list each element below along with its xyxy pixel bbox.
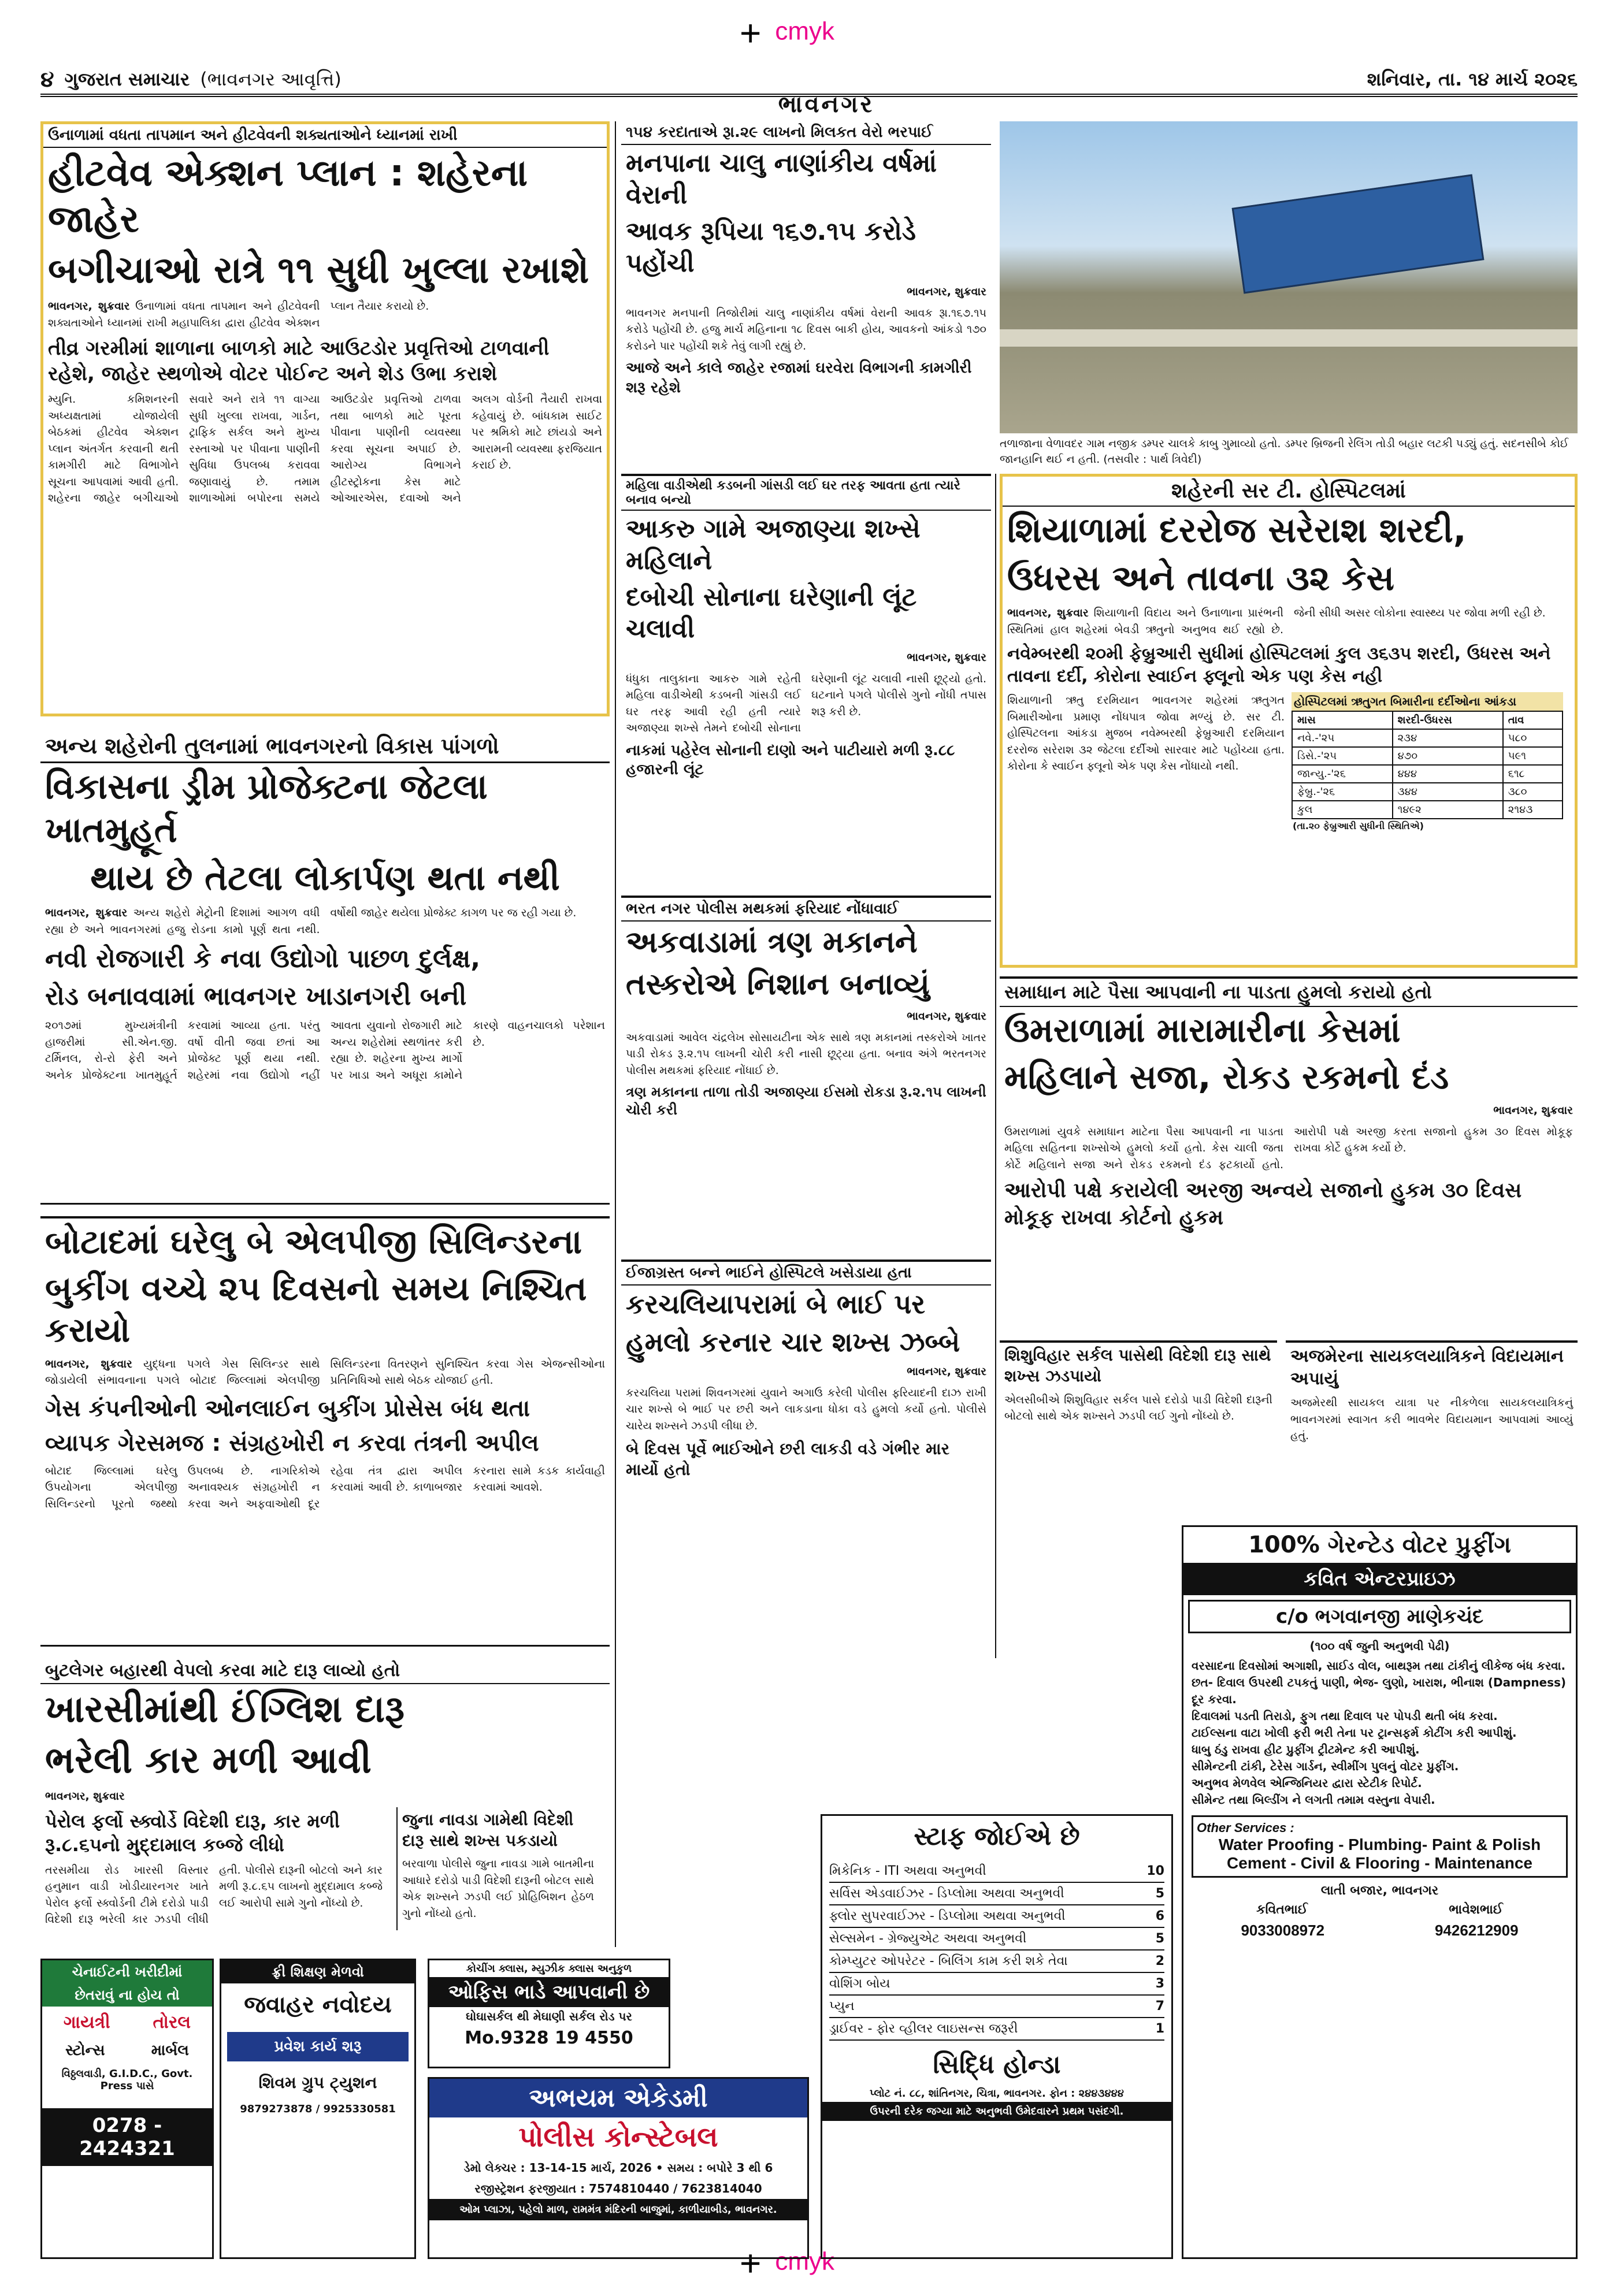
- staff-list: [822, 1857, 1171, 2044]
- dateline: ભાવનગર, શુક્રવાર: [907, 1010, 986, 1023]
- lead-block: [1003, 603, 1575, 640]
- story-umrala-court: [1000, 976, 1578, 1335]
- table-header: શરદી-ઉધરસ: [1393, 711, 1503, 729]
- subhead: ત્રણ મકાનના તાળા તોડી અજાણ્યા ઈસમો રોકડા રૂ.૨.૧૫ લાખની ચોરી કરી: [626, 1084, 986, 1119]
- story-heatwave: [40, 121, 610, 716]
- body-text: ભાવનગર મનપાની તિજોરીમાં ચાલુ નાણાંકીય વર્ષમાં વેરાની આવક રૂા.૧૬૭.૧૫ કરોડે પહોંચી છે. હજુ માર્ચ મહિનાના ૧૮ દિવસ બાકી હોય, આવકનો આંકડો ૧૭૦ કરોડને પાર પહોંચી શકે તેવું લાગી રહ્યું છે.: [626, 306, 986, 352]
- side-headline: જુના નાવડા ગામેથી વિદેશી દારૂ સાથે શખ્સ પકડાયો: [402, 1810, 574, 1850]
- ad-line1: કોચીંગ ક્લાસ, મ્યુઝીક ક્લાસ અનુકુળ: [466, 1963, 632, 1975]
- ad-phone: 0278 - 2424321: [42, 2108, 212, 2166]
- table-cell: ૩૮૦: [1503, 783, 1563, 801]
- page-number: ૪: [40, 66, 54, 92]
- other-services-box: [1192, 1815, 1568, 1878]
- ad-label: પ્રવેશ કાર્ય શરૂ: [227, 2032, 409, 2061]
- table-row: [1292, 783, 1563, 801]
- table-cell: ૪૪૪: [1393, 765, 1503, 783]
- table-cell: ૨૧૪૩: [1503, 801, 1563, 819]
- contact-phone2: 9426212909: [1434, 1922, 1519, 1939]
- ad-owner: c/o ભગવાનજી માણેકચંદ: [1188, 1600, 1571, 1633]
- list-item: ટાઈલ્સના વાટા ખોલી ફરી ભરી તેના પર ટ્રાન્સફર્મ કોટીંગ કરી આપીશું.: [1192, 1726, 1517, 1740]
- staff-count: 5: [1155, 1886, 1164, 1901]
- subhead: પેરોલ ફર્લો સ્ક્વોર્ડે વિદેશી દારૂ, કાર મળી રૂ.૮.૬૫નો મુદ્દામાલ કબ્જે લીધો: [45, 1810, 340, 1856]
- kicker: ઉનાળામાં વધતા તાપમાન અને હીટવેવની શક્યતાઓને ધ્યાનમાં રાખી: [43, 124, 607, 148]
- brand-gayatri: ગાયત્રી: [63, 2012, 110, 2033]
- contact-name1: કવિતભાઈ: [1256, 1903, 1308, 1917]
- headline: અજમેરના સાયકલયાત્રિકને વિદાયમાન અપાયું: [1290, 1346, 1564, 1389]
- list-item: [829, 1928, 1164, 1951]
- subhead: તીવ્ર ગરમીમાં શાળાના બાળકો માટે આઉટડોર પ્રવૃત્તિઓ ટાળવાની રહેશે, જાહેર સ્થળોએ વોટર પોઈન્ટ અને શેડ ઉભા કરાશે: [48, 337, 550, 386]
- staff-count: 7: [1155, 1999, 1164, 2013]
- story-ajmer-cyclist: [1286, 1340, 1578, 1514]
- dateline-block: [621, 1006, 991, 1027]
- list-item: ધાબુ ઠંડુ રાખવા હીટ પ્રુફીંગ ટ્રીટમેન્ટ કરી આપીશું.: [1192, 1743, 1420, 1756]
- cases-table-footer: (તા.૨૦ ફેબ્રુઆરી સુધીની સ્થિતિએ): [1293, 820, 1424, 831]
- ad-line1: ચેનાઈટની ખરીદીમાં: [42, 1960, 212, 1983]
- list-item: [829, 1883, 1164, 1905]
- story-tax-revenue: [621, 121, 991, 468]
- dateline: ભાવનગર, શુક્રવાર: [1493, 1104, 1573, 1117]
- dateline-block: [1000, 1100, 1578, 1121]
- headline-line1: ખારસીમાંથી ઈંગ્લિશ દારૂ: [45, 1688, 405, 1731]
- ad-line2: છેતરાવું ના હોય તો: [42, 1983, 212, 2007]
- ad-name: અભયમ એકેડમી: [429, 2079, 807, 2117]
- lead-text: ઉનાળામાં વધતા તાપમાન અને હીટવેવની શક્યતાઓને ધ્યાનમાં રાખી મહાપાલિકા દ્વારા હીટવેવ એક્શન પ્લાન તૈયાર કરાયો છે.: [48, 300, 429, 329]
- column-rule: [615, 121, 616, 1947]
- headline-line2: હુમલો કરનાર ચાર શખ્સ ઝબ્બે: [626, 1326, 960, 1358]
- service-points: [1183, 1654, 1576, 1812]
- body-text: મ્યુનિ. કમિશનરની અધ્યક્ષતામાં યોજાયેલી બેઠકમાં હીટવેવ એક્શન પ્લાન અંતર્ગત કરવાની થતી કામગીરી માટે વિભાગોને સૂચના આપવામાં આવી હતી. શહેરના જાહેર બગીચાઓ સવારે અને રાત્રે ૧૧ વાગ્યા સુધી ખુલ્લા રાખવા, ગાર્ડન, ટ્રાફિક સર્કલ અને મુખ્ય રસ્તાઓ પર પીવાના પાણીની સુવિધા ઉપલબ્ધ કરાવવા જણાવાયું છે. તમામ શાળાઓમાં બપોરના સમયે આઉટડોર પ્રવૃત્તિઓ ટાળવા તથા બાળકો માટે પૂરતા પીવાના પાણીની વ્યવસ્થા કરવા સૂચના અપાઈ છે. આરોગ્ય વિભાગને હીટસ્ટ્રોકના કેસ માટે ઓઆરએસ, દવાઓ અને અલગ વોર્ડની તૈયારી રાખવા કહેવાયું છે. બાંધકામ સાઈટ પર શ્રમિકો માટે છાંયડો અને આરામની વ્યવસ્થા ફરજિયાત કરાઈ છે.: [48, 393, 602, 505]
- headline-line1: વિકાસના ડ્રીમ પ્રોજેક્ટના જેટલા ખાતમુહૂર્ત: [45, 767, 488, 850]
- lead-text: યુદ્ધના પગલે ગેસ સિલિન્ડર સાથે જોડાયેલી સંભાવનાના પગલે બોટાદ જિલ્લામાં એલપીજી સિલિન્ડરના વિતરણને સુનિશ્ચિત કરવા ગેસ એજન્સીઓના પ્રતિનિધિઓ સાથે બેઠક યોજાઈ હતી.: [45, 1357, 605, 1387]
- body-text: તરસમીયા રોડ ખારસી વિસ્તાર હનુમાન વાડી ખોડીયારનગર ખાતે પેરોલ ફર્લો સ્ક્વોર્ડની ટીમે દરોડો પાડી વિદેશી દારૂ ભરેલી કાર ઝડપી લીધી હતી. પોલીસે દારૂની બોટલો અને કાર મળી રૂ.૮.૬૫ લાખનો મુદ્દામાલ કબ્જે લઈ આરોપી સામે ગુનો નોંધ્યો છે.: [45, 1863, 383, 1926]
- headline-line2: બુકીંગ વચ્ચે ૨૫ દિવસનો સમય નિશ્ચિત કરાયો: [45, 1268, 587, 1350]
- headline-line2: ઉધરસ અને તાવના ૩૨ કેસ: [1007, 558, 1394, 599]
- dateline: ભાવનગર, શુક્રવાર: [907, 1365, 986, 1378]
- ad-title: ફ્રી શિક્ષણ મેળવો: [221, 1960, 414, 1983]
- table-cell: ૧૪૯૨: [1393, 801, 1503, 819]
- subhead: નવેમ્બરથી ૨૦મી ફેબ્રુઆરી સુધીમાં હોસ્પિટલમાં કુલ ૩૬૩૫ શરદી, ઉધરસ અને તાવના દર્દી, કોરોના સ્વાઈન ફ્લૂનો એક પણ કેસ નહી: [1007, 644, 1551, 686]
- staff-role: સર્વિસ એડવાઈઝર - ડિપ્લોમા અથવા અનુભવી: [829, 1886, 1064, 1901]
- ad-course: પોલીસ કોન્સ્ટેબલ: [518, 2121, 718, 2153]
- body-text: ધંધુકા તાલુકાના આકરુ ગામે રહેતી મહિલા વાડીએથી કડબની ગાંસડી લઈ ઘર તરફ આવી રહી હતી ત્યારે અજાણ્યા શખ્સે તેમને દબોચી સોનાના ઘરેણાની લૂંટ ચલાવી નાસી છૂટ્યો હતો. ઘટનાને પગલે પોલીસે ગુનો નોંધી તપાસ શરૂ કરી છે.: [626, 672, 986, 734]
- kicker: ૧૫૪ કરદાતાએ રૂા.૨૯ લાખનો મિલકત વેરો ભરપાઈ: [621, 121, 991, 145]
- headline-line1: કરચલિયાપરામાં બે ભાઈ પર: [626, 1288, 926, 1320]
- body-text: ઉમરાળામાં યુવકે સમાધાન માટેના પૈસા આપવાની ના પાડતા મહિલા સહિતના શખ્સોએ હુમલો કર્યો હતો. કેસ ચાલી જતા કોર્ટે મહિલાને સજા અને રોકડ રકમનો દંડ ફટકાર્યો હતો. આરોપી પક્ષે અરજી કરતા સજાનો હુકમ ૩૦ દિવસ મોકૂફ રાખવા કોર્ટે હુકમ કર્યો છે.: [1004, 1125, 1573, 1171]
- body-text: એલસીબીએ શિશુવિહાર સર્કલ પાસે દરોડો પાડી વિદેશી દારૂની બોટલો સાથે એક શખ્સને ઝડપી લઈ ગુનો નોંધ્યો છે.: [1004, 1393, 1272, 1423]
- list-item: [829, 1973, 1164, 1996]
- lead-text: શિયાળાની વિદાય અને ઉનાળાના પ્રારંભની સ્થિતિમાં હાલ શહેરમાં બેવડી ઋતુનો અનુભવ થઈ રહ્યો છે. જેની સીધી અસર લોકોના સ્વાસ્થ્ય પર જોવા મળી રહી છે.: [1007, 607, 1546, 636]
- dateline-block: [621, 281, 991, 303]
- subhead-line1: નવી રોજગારી કે નવા ઉદ્યોગો પાછળ દુર્લક્ષ,: [45, 944, 481, 974]
- headline-line2: તસ્કરોએ નિશાન બનાવ્યું: [626, 967, 930, 1002]
- ad-abhayam-academy: [428, 2077, 809, 2259]
- headline-line2: આવક રૂપિયા ૧૬૭.૧૫ કરોડે પહોંચી: [626, 217, 916, 278]
- body-text: કરચલિયા પરામાં શિવનગરમાં યુવાને અગાઉ કરેલી પોલીસ ફરિયાદની દાઝ રાખી ચાર શખ્સે બે ભાઈ પર છરી અને લાકડાના ધોકા વડે હુમલો કર્યો હતો. પોલીસે ચારેય શખ્સને ઝડપી લીધા છે.: [626, 1386, 986, 1432]
- list-item: [829, 1996, 1164, 2018]
- ad-footer: ઓમ પ્લાઝા, પહેલો માળ, રામમંત્ર મંદિરની બાજુમાં, કાળીયાબીડ, ભાવનગર.: [429, 2199, 807, 2220]
- dateline: ભાવનગર, શુક્રવાર: [1007, 607, 1089, 619]
- dateline: ભાવનગર, શુક્રવાર: [48, 300, 130, 313]
- dateline-block: [40, 1786, 610, 1807]
- list-item: [829, 1951, 1164, 1973]
- ad-title: સ્ટાફ જોઈએ છે: [914, 1822, 1080, 1851]
- headline-line1: મનપાના ચાલુ નાણાંકીય વર્ષમાં વેરાની: [626, 148, 937, 210]
- kicker: ભરત નગર પોલીસ મથકમાં ફરિયાદ નોંધાવાઈ: [621, 898, 991, 922]
- headline-line2: થાય છે તેટલા લોકાર્પણ થતા નથી: [90, 858, 560, 898]
- ad-phone: Mo.9328 19 4550: [465, 2028, 633, 2048]
- headline-line2: ભરેલી કાર મળી આવી: [45, 1739, 372, 1782]
- brand-stones: સ્ટોન્સ: [65, 2042, 105, 2059]
- ad-title: ઓફિસ ભાડે આપવાની છે: [429, 1977, 669, 2007]
- headline-line1: બોટાદમાં ઘરેલુ બે એલપીજી સિલિન્ડરના: [40, 1216, 610, 1265]
- subhead: આજે અને કાલે જાહેર રજામાં ઘરવેરા વિભાગની કામગીરી શરૂ રહેશે: [626, 359, 972, 396]
- body-text: શિયાળાની ઋતુ દરમિયાન ભાવનગર શહેરમાં ઋતુગત બિમારીઓના પ્રમાણ નોંધપાત્ર જોવા મળ્યું છે. સર ટી. હોસ્પિટલના આંકડા મુજબ નવેમ્બરથી ફેબ્રુઆરી દરમિયાન દરરોજ સરેરાશ ૩૨ જેટલા દર્દીઓ સારવાર માટે પહોંચ્યા હતા. કોરોના કે સ્વાઈન ફ્લૂનો એક પણ કેસ નોંધાયો નથી.: [1007, 694, 1285, 772]
- list-item: છત- દિવાલ ઉપરથી ટપકતું પાણી, ભેજ- લુણો, ખારાશ, ભીનાશ (Dampness) દૂર કરવા.: [1192, 1675, 1567, 1706]
- staff-role: પ્યુન: [829, 1999, 855, 2013]
- headline-line1: અકવાડામાં ત્રણ મકાનને: [626, 925, 918, 960]
- section-title: ભાવનગર: [778, 91, 875, 118]
- table-cell: ૩૪૪: [1393, 783, 1503, 801]
- ad-brand: શિવમ ગ્રુપ ટ્યુશન: [258, 2073, 377, 2092]
- staff-count: 2: [1155, 1954, 1164, 1968]
- table-cell: ૫૯૧: [1503, 747, 1563, 765]
- table-cell: ૫૮૦: [1503, 729, 1563, 747]
- lead-block: [43, 296, 607, 333]
- lead-text: અન્ય શહેરો મેટ્રોની દિશામાં આગળ વધી રહ્યા છે અને ભાવનગરમાં હજુ રોડના કામો પૂર્ણ થતા નથી. વર્ષોથી જાહેર થયેલા પ્રોજેક્ટ કાગળ પર જ રહી ગયા છે.: [45, 906, 577, 936]
- story-lpg: [40, 1216, 610, 1647]
- ad-navodaya: [220, 1959, 416, 2259]
- table-cell: કુલ: [1292, 801, 1393, 819]
- staff-count: 10: [1146, 1864, 1164, 1878]
- staff-role: વોશિંગ બોય: [829, 1977, 890, 1991]
- brand-toral: તોરલ: [153, 2012, 191, 2033]
- dateline: ભાવનગર, શુક્રવાર: [45, 1357, 132, 1370]
- table-cell: જાન્યુ.-'૨૬: [1292, 765, 1393, 783]
- headline-line2: મહિલાને સજા, રોકડ રકમનો દંડ: [1004, 1057, 1449, 1097]
- headline-line1: શિયાળામાં દરરોજ સરેરાશ શરદી,: [1007, 510, 1467, 551]
- list-item: અનુભવ મેળવેલ એન્જિનિયર દ્વારા સ્ટેટીક રિપોર્ટ.: [1192, 1776, 1422, 1790]
- ad-dealer: સિદ્ધિ હોન્ડા: [933, 2050, 1061, 2079]
- story-akru-loot: [621, 474, 991, 890]
- kicker: મહિલા વાડીએથી કડબની ગાંસડી લઈ ઘર તરફ આવતા હતા ત્યારે બનાવ બન્યો: [621, 476, 991, 511]
- paper-name: ગુજરાત સમાચાર: [64, 68, 190, 90]
- subhead-line2: વ્યાપક ગેરસમજ : સંગ્રહખોરી ન કરવા તંત્રની અપીલ: [45, 1429, 539, 1457]
- column-rule: [995, 474, 996, 1658]
- contact-phone1: 9033008972: [1241, 1922, 1325, 1939]
- list-item: દિવાલમાં પડતી તિરાડો, ફુગ તથા દિવાલ પર પોપડી થતી બંધ કરવા.: [1192, 1709, 1498, 1723]
- lead-block: [40, 1354, 610, 1391]
- headline-line1: ઉમરાળામાં મારામારીના કેસમાં: [1004, 1010, 1401, 1050]
- dateline: ભાવનગર, શુક્રવાર: [907, 651, 986, 664]
- table-header: માસ: [1292, 711, 1393, 729]
- cases-table-box: [1292, 692, 1563, 833]
- list-item: સીમેન્ટ તથા બિલ્ડીંગ ને લગતી તમામ વસ્તુના વેપારી.: [1192, 1793, 1435, 1807]
- story-liquor-car: [40, 1658, 610, 1947]
- cases-table: [1292, 711, 1563, 819]
- staff-count: 6: [1155, 1909, 1164, 1923]
- dateline-block: [621, 1361, 991, 1383]
- body-text: બોટાદ જિલ્લામાં ઘરેલુ ઉપયોગના એલપીજી સિલિન્ડરનો પૂરતો જથ્થો ઉપલબ્ધ છે. નાગરિકોએ અનાવશ્યક સંગ્રહખોરી ન કરવા અને અફવાઓથી દૂર રહેવા તંત્ર દ્વારા અપીલ કરવામાં આવી છે. કાળાબજાર કરનારા સામે કડક કાર્યવાહી કરવામાં આવશે.: [45, 1464, 605, 1510]
- dumper-accident-photo: [1000, 121, 1578, 433]
- kicker: અન્ય શહેરોની તુલનામાં ભાવનગરનો વિકાસ પાંગળો: [40, 731, 610, 763]
- table-header: તાવ: [1503, 711, 1563, 729]
- lead-block: [40, 902, 610, 940]
- staff-role: ડ્રાઈવર - ફોર વ્હીલર લાઇસન્સ જરૂરી: [829, 2022, 1018, 2036]
- ad-marble-stones: [40, 1959, 214, 2259]
- ad-office-rent: [428, 1959, 670, 2068]
- list-item: વરસાદના દિવસોમાં અગાશી, સાઈડ વોલ, બાથરૂમ તથા ટાંકીનું લીકેજ બંધ કરવા.: [1192, 1659, 1566, 1673]
- cmyk-label-top: cmyk: [775, 17, 835, 46]
- headline-line1: આકરુ ગામે અજાણ્યા શખ્સે મહિલાને: [626, 514, 921, 575]
- subhead: આરોપી પક્ષે કરાયેલી અરજી અન્વયે સજાનો હુકમ ૩૦ દિવસ મોકૂફ રાખવા કોર્ટનો હુકમ: [1004, 1179, 1522, 1229]
- ad-phone: 9879273878 / 9925330581: [240, 2103, 396, 2115]
- story-karchaliya-attack: [621, 1260, 991, 1658]
- other-services: Water Proofing - Plumbing- Paint & Polish Cement - Civil & Flooring - Maintenance: [1218, 1836, 1541, 1872]
- table-row: [1292, 801, 1563, 819]
- staff-count: 1: [1155, 2022, 1164, 2036]
- photo-caption: તળાજાના વેળાવદર ગામ નજીક ડમ્પર ચાલકે કાબુ ગુમાવ્યો હતો. ડમ્પર બ્રિજની રેલિંગ તોડી બહાર લટકી પડ્યું હતું. સદનસીબે કોઈ જાનહાનિ થઈ ન હતી. (તસવીર : પાર્થ ત્રિવેદી): [1000, 437, 1569, 466]
- dumper-truck-shape: [1232, 174, 1485, 294]
- headline-line2: બગીચાઓ રાત્રે ૧૧ સુધી ખુલ્લા રખાશે: [48, 249, 589, 292]
- kicker: બુટલેગર બહારથી વેપલો કરવા માટે દારૂ લાવ્યો હતો: [40, 1658, 610, 1684]
- staff-role: મિકેનિક - ITI અથવા અનુભવી: [829, 1864, 986, 1878]
- story-shishuvihar-liquor: [1000, 1340, 1277, 1514]
- body-text: અકવાડામાં આવેલ ચંદ્રલેખ સોસાયટીના એક સાથે ત્રણ મકાનમાં તસ્કરોએ ખાતર પાડી રોકડ રૂ.૨.૧૫ લાખની ચોરી કરી નાસી છૂટ્યા હતા. બનાવ અંગે ભરતનગર પોલીસ મથકમાં ફરિયાદ નોંધાઈ છે.: [626, 1031, 986, 1077]
- table-cell: નવે.-'૨૫: [1292, 729, 1393, 747]
- dateline: ભાવનગર, શુક્રવાર: [907, 285, 986, 298]
- ad-address: લાતી બજાર, ભાવનગર: [1320, 1883, 1439, 1898]
- kicker: શહેરની સર ટી. હોસ્પિટલમાં: [1003, 477, 1575, 507]
- subhead: નાકમાં પહેરેલ સોનાની દાણો અને પાટીયારો મળી રૂ.૮૮ હજારની લૂંટ: [626, 741, 955, 779]
- list-item: [829, 1905, 1164, 1928]
- brand-marble: માર્બલ: [151, 2042, 189, 2059]
- ad-honda-staff: [821, 1814, 1173, 2259]
- story-hospital-cases: [1000, 474, 1578, 968]
- dateline-block: [621, 647, 991, 668]
- staff-role: કોમ્પ્યુટર ઓપરેટર - બિલિંગ કામ કરી શકે તેવા: [829, 1954, 1068, 1968]
- registration-mark-top: + cmyk: [740, 12, 835, 54]
- table-row: [1292, 729, 1563, 747]
- dateline: ભાવનગર, શુક્રવાર: [45, 906, 128, 919]
- table-cell: ૪૭૦: [1393, 747, 1503, 765]
- table-row: [1292, 747, 1563, 765]
- list-item: [829, 2018, 1164, 2041]
- ad-address: પ્લોટ નં. ૮૮, શાંતિનગર, ચિત્રા, ભાવનગર. ફોન : ૨૪૪૩૪૪૪: [870, 2087, 1124, 2100]
- registration-mark-bottom: + cmyk: [740, 2242, 835, 2284]
- ad-phone: રજીસ્ટ્રેશન ફરજીયાત : 7574810440 / 7623814040: [474, 2182, 762, 2195]
- ad-title: 100% ગેરન્ટેડ વોટર પ્રુફીંગ: [1248, 1532, 1511, 1558]
- body-text: અજમેરથી સાયકલ યાત્રા પર નીકળેલા સાયકલયાત્રિકનું ભાવનગરમાં સ્વાગત કરી ભાવભેર વિદાયમાન આપવામાં આવ્યું હતું.: [1290, 1396, 1573, 1442]
- ad-address: ઘોઘાસર્કલ થી મેઘાણી સર્કલ રોડ પર: [466, 2009, 632, 2023]
- edition: (ભાવનગર આવૃત્તિ): [200, 68, 342, 90]
- body-text: ૨૦૧૭માં મુખ્યમંત્રીની હાજરીમાં સી.એન.જી. ટર્મિનલ, રો-રો ફેરી અને અનેક પ્રોજેક્ટના ખાતમુહૂર્ત કરવામાં આવ્યા હતા. પરંતુ વર્ષો વીતી જવા છતાં આ પ્રોજેક્ટ પૂર્ણ થયા નથી. શહેરમાં નવા ઉદ્યોગો નહીં આવતા યુવાનો રોજગારી માટે અન્ય શહેરોમાં સ્થળાંતર કરી રહ્યા છે. શહેરના મુખ્ય માર્ગો પર ખાડા અને અધૂરા કામોને કારણે વાહનચાલકો પરેશાન છે.: [45, 1019, 605, 1082]
- kicker: ઈજાગ્રસ્ત બન્ને ભાઈને હોસ્પિટલે ખસેડાયા હતા: [621, 1262, 991, 1286]
- bridge-railing: [1000, 329, 1578, 347]
- headline-line2: દબોચી સોનાના ઘરેણાની લૂંટ ચલાવી: [626, 582, 917, 644]
- ad-firm: કવિત એન્ટરપ્રાઇઝ: [1183, 1563, 1576, 1595]
- ad-since: (૧૦૦ વર્ષ જુની અનુભવી પેઢી): [1309, 1639, 1450, 1653]
- kicker: સમાધાન માટે પૈસા આપવાની ના પાડતા હુમલો કરાયો હતો: [1000, 979, 1578, 1007]
- ad-demo: ડેમો લેક્ચર : 13-14-15 માર્ચ, 2026 • સમય : બપોરે 3 થી 6: [463, 2161, 773, 2175]
- subhead-line1: ગેસ કંપનીઓની ઓનલાઈન બુકીંગ પ્રોસેસ બંધ થતા: [45, 1395, 530, 1422]
- ad-note: ઉપરની દરેક જગ્યા માટે અનુભવી ઉમેદવારને પ્રથમ પસંદગી.: [822, 2102, 1171, 2121]
- ad-address: વિઠ્ઠલવાડી, G.I.D.C., Govt. Press પાસે: [61, 2068, 193, 2092]
- table-cell: ડિસે.-'૨૫: [1292, 747, 1393, 765]
- headline-line1: હીટવેવ એક્શન પ્લાન : શહેરના જાહેર: [48, 152, 528, 241]
- ad-name: જવાહર નવોદય: [244, 1992, 392, 2018]
- dateline: ભાવનગર, શુક્રવાર: [45, 1790, 125, 1803]
- subhead: બે દિવસ પૂર્વે ભાઈઓને છરી લાકડી વડે ગંભીર માર માર્યો હતો: [626, 1439, 950, 1480]
- cases-table-title: હોસ્પિટલમાં ઋતુગત બિમારીના દર્દીઓના આંકડા: [1292, 692, 1563, 711]
- story-development: [40, 731, 610, 1205]
- contact-name2: ભાવેશભાઈ: [1449, 1903, 1503, 1917]
- story-akvada-theft: [621, 896, 991, 1254]
- list-item: [829, 1860, 1164, 1883]
- staff-role: ફ્લોર સુપરવાઈઝર - ડિપ્લોમા અથવા અનુભવી: [829, 1909, 1066, 1923]
- table-cell: ૨૩૪: [1393, 729, 1503, 747]
- table-row: [1292, 765, 1563, 783]
- staff-role: સેલ્સમેન - ગ્રેજ્યુએટ અથવા અનુભવી: [829, 1931, 1027, 1946]
- list-item: સીમેન્ટની ટાંકી, ટેરેસ ગાર્ડન, સ્વીમીંગ પુલનું વોટર પ્રુફીંગ.: [1192, 1759, 1459, 1773]
- table-cell: ફેબ્રુ.-'૨૬: [1292, 783, 1393, 801]
- staff-count: 3: [1155, 1977, 1164, 1991]
- other-services-label: Other Services :: [1197, 1821, 1294, 1835]
- table-cell: ૬૧૮: [1503, 765, 1563, 783]
- staff-count: 5: [1155, 1931, 1164, 1946]
- headline: શિશુવિહાર સર્કલ પાસેથી વિદેશી દારૂ સાથે શખ્સ ઝડપાયો: [1004, 1346, 1271, 1386]
- issue-date: શનિવાર, તા. ૧૪ માર્ચ ૨૦૨૬: [1367, 68, 1578, 90]
- ad-waterproofing: [1182, 1525, 1578, 2259]
- cmyk-label-bottom: cmyk: [775, 2247, 835, 2276]
- subhead-line2: રોડ બનાવવામાં ભાવનગર ખાડાનગરી બની: [45, 982, 467, 1012]
- side-body: બરવાળા પોલીસે જુના નાવડા ગામે બાતમીના આધારે દરોડો પાડી વિદેશી દારૂની બોટલ સાથે એક શખ્સને ઝડપી લઈ પ્રોહિબિશન હેઠળ ગુનો નોંધ્યો હતો.: [402, 1857, 594, 1920]
